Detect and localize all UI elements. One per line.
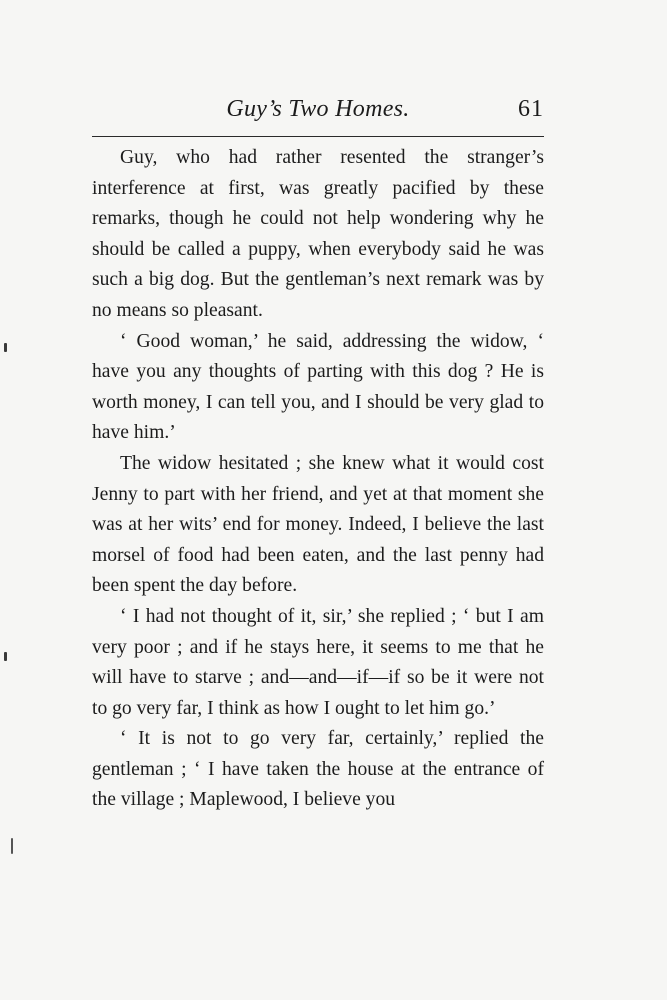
scan-speck: [4, 343, 7, 352]
paragraph-5: ‘ It is not to go very far, certainly,’ replied the gentleman ; ‘ I have taken the house at the entrance of the village ; Maplewood, I believe you: [92, 728, 544, 811]
running-title: Guy’s Two Homes.: [226, 96, 410, 122]
header-rule: [92, 136, 544, 137]
paragraph-3: The widow hesitated ; she knew what it would cost Jenny to part with her friend, and yet at that moment she was at her wits’ end for money. Indeed, I believe the last morsel of food had been eaten, and the last penny had been spent the day before.: [92, 452, 544, 597]
paragraph-1: Guy, who had rather resented the stranger’s interference at first, was greatly pacified by these remarks, though he could not help wondering why he should be called a puppy, when everybody said he was such a big dog. But the gentleman’s next remark was by no means so pleasant.: [92, 147, 544, 321]
page-number: 61: [518, 96, 544, 122]
body-text: [92, 143, 544, 816]
scan-speck: [4, 652, 7, 661]
paragraph-4: ‘ I had not thought of it, sir,’ she replied ; ‘ but I am very poor ; and if he stays here, it seems to me that he will have to starve ; and—and—if—if so be it were not to go very far, I think as how I ought to let him go.’: [92, 605, 544, 719]
paragraph-2: ‘ Good woman,’ he said, addressing the widow, ‘ have you any thoughts of parting with this dog ? He is worth money, I can tell you, and I should be very glad to have him.’: [92, 330, 544, 444]
page-header: [92, 96, 544, 136]
scan-speck: [11, 838, 13, 854]
